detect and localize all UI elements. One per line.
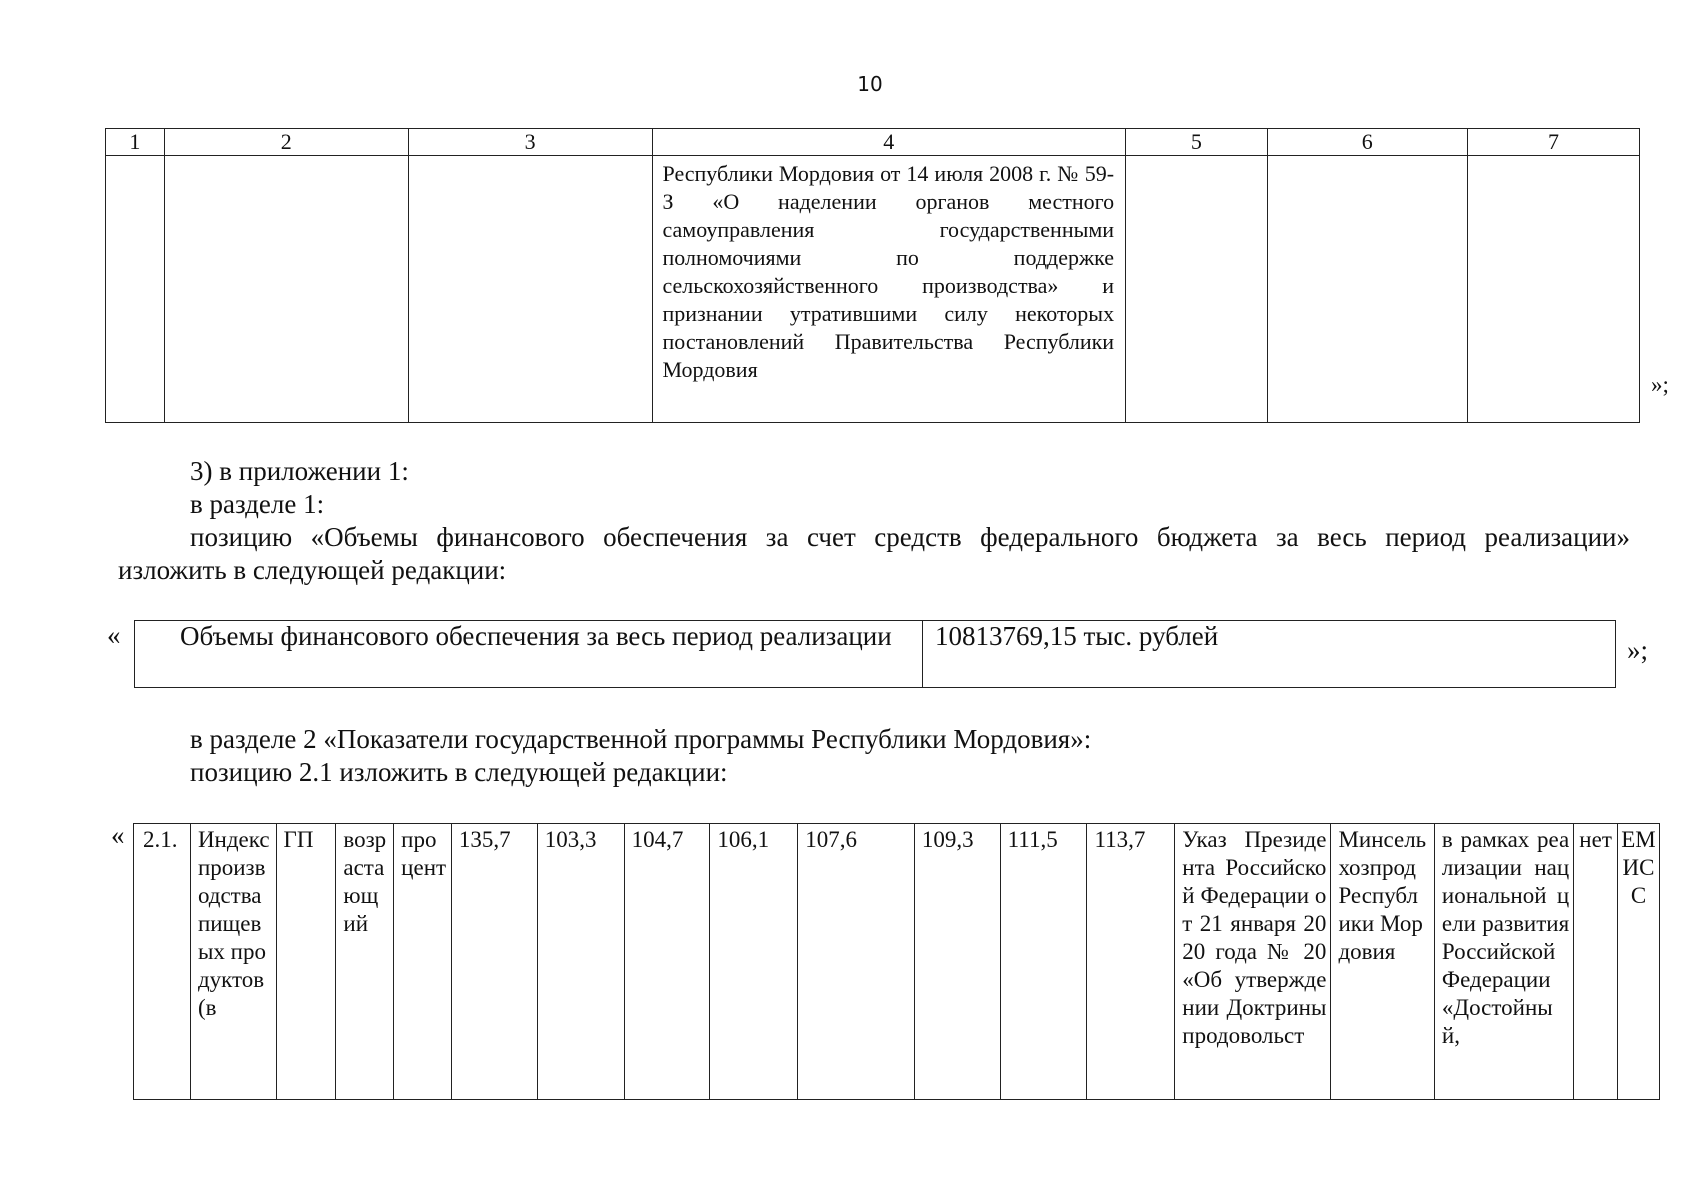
paragraph-appendix: 3) в приложении 1: bbox=[190, 456, 409, 486]
funding-box-row bbox=[135, 621, 1616, 688]
top-table bbox=[105, 128, 1640, 423]
indicator-value-8: 113,7 bbox=[1087, 824, 1175, 1100]
top-table-header-2: 2 bbox=[164, 129, 408, 156]
page-number: 10 bbox=[857, 72, 883, 96]
top-table-header-1: 1 bbox=[106, 129, 165, 156]
indicator-responsible bbox=[1331, 824, 1434, 1100]
top-table-cell-1 bbox=[106, 156, 165, 423]
indicator-flag bbox=[1574, 824, 1618, 1100]
paragraph-edit-instruction: изложить в следующей редакции: bbox=[118, 555, 507, 585]
indicator-number: 2.1. bbox=[134, 824, 191, 1100]
indicator-value-5: 107,6 bbox=[798, 824, 915, 1100]
indicator-value-6: 109,3 bbox=[914, 824, 1000, 1100]
indicator-responsible-text: Минсельхозпрод Республики Мордовия bbox=[1338, 827, 1427, 964]
top-table-body-row bbox=[106, 156, 1640, 423]
top-table-cell-3 bbox=[408, 156, 652, 423]
top-table-header-7: 7 bbox=[1467, 129, 1639, 156]
box-open-quote: « bbox=[107, 620, 121, 650]
paragraph-position: позицию «Объемы финансового обеспечения за счет средств федерального бюджета за весь период реализации» bbox=[190, 522, 1630, 552]
indicator-system bbox=[1617, 824, 1659, 1100]
funding-box-table bbox=[134, 620, 1616, 688]
top-table-cell-7 bbox=[1467, 156, 1639, 423]
indicator-unit-text: процент bbox=[401, 827, 447, 880]
indicator-direction-text: возрастающий bbox=[343, 827, 387, 936]
indicator-unit bbox=[394, 824, 452, 1100]
box-closing-quote: »; bbox=[1627, 635, 1649, 665]
top-table-cell-6 bbox=[1267, 156, 1467, 423]
indicator-value-4: 106,1 bbox=[710, 824, 798, 1100]
law-reference-text: Республики Мордовия от 14 июля 2008 г. № 59-З «О наделении органов местного самоуправления государственными полномочиями по поддержке сельскохозяйственного производства» и признании утратившими силу некоторых постановлений Правительства Республики Мордовия bbox=[652, 156, 1126, 423]
top-table-cell-5 bbox=[1126, 156, 1268, 423]
top-table-header-6: 6 bbox=[1267, 129, 1467, 156]
paragraph-section-1: в разделе 1: bbox=[190, 489, 325, 519]
funding-label: Объемы финансового обеспечения за весь период реализации bbox=[135, 621, 923, 688]
paragraph-position-2-1: позицию 2.1 изложить в следующей редакции: bbox=[190, 757, 728, 787]
indicator-value-2: 103,3 bbox=[537, 824, 624, 1100]
indicator-flag-text: нет bbox=[1579, 827, 1612, 852]
top-table-header-5: 5 bbox=[1126, 129, 1268, 156]
indicator-link bbox=[1434, 824, 1573, 1100]
top-table-closing-quote: »; bbox=[1651, 372, 1669, 397]
indicator-value-3: 104,7 bbox=[624, 824, 710, 1100]
top-table-header-row bbox=[106, 129, 1640, 156]
indicator-name-text: Индекс производства пищевых продуктов (в bbox=[197, 827, 270, 1020]
indicator-open-quote: « bbox=[111, 820, 125, 850]
indicator-row bbox=[134, 824, 1660, 1100]
top-table-header-4: 4 bbox=[652, 129, 1126, 156]
indicator-value-1: 135,7 bbox=[451, 824, 537, 1100]
funding-value: 10813769,15 тыс. рублей bbox=[923, 621, 1616, 688]
indicator-table bbox=[133, 823, 1660, 1100]
indicator-basis bbox=[1175, 824, 1331, 1100]
indicator-name bbox=[190, 824, 276, 1100]
indicator-direction bbox=[336, 824, 394, 1100]
indicator-value-7: 111,5 bbox=[1000, 824, 1087, 1100]
top-table-cell-2 bbox=[164, 156, 408, 423]
indicator-type: ГП bbox=[276, 824, 336, 1100]
indicator-system-text: ЕМИСС bbox=[1621, 827, 1656, 908]
paragraph-section-2: в разделе 2 «Показатели государственной программы Республики Мордовия»: bbox=[190, 724, 1092, 754]
indicator-basis-text: Указ Президента Российской Федерации от 21 января 2020 года № 20 «Об утверждении Доктрины продовольст bbox=[1182, 827, 1327, 1048]
indicator-link-text: в рамках реализации национальной цели развития Российской Федерации «Достойный, bbox=[1441, 827, 1570, 1048]
top-table-header-3: 3 bbox=[408, 129, 652, 156]
